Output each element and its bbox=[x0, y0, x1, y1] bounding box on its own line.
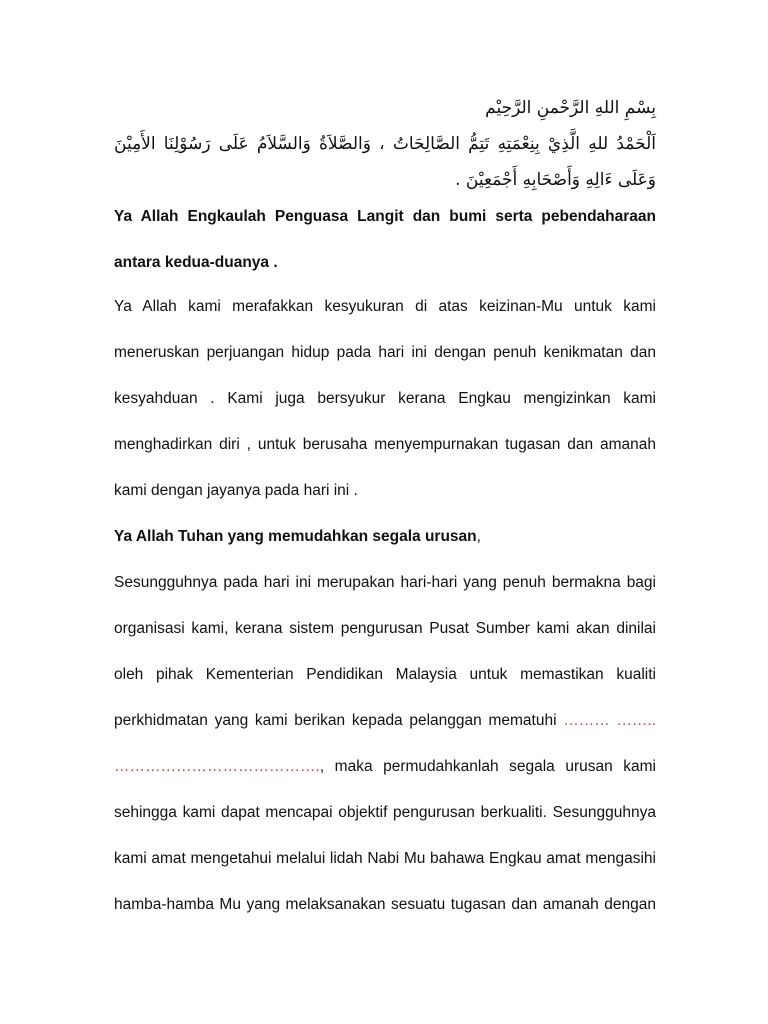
section-heading-text: Ya Allah Tuhan yang memudahkan segala urusan bbox=[114, 528, 477, 545]
section-heading-comma: , bbox=[476, 528, 481, 545]
paragraph-evaluation bbox=[114, 560, 656, 928]
paragraph-intro: Ya Allah Engkaulah Penguasa Langit dan bumi serta pebendaharaan antara kedua-duanya . bbox=[114, 208, 656, 271]
placeholder-dots: ……… …….. …………………………………. bbox=[114, 712, 657, 775]
paragraph-evaluation-end: , maka permudahkanlah segala urusan kami sehingga kami dapat mencapai objektif pengurusan berkualiti. Sesungguhnya kami amat mengetahui melalui lidah Nabi Mu bahawa Engkau amat mengasihi hamba-hamba Mu yang melaksanakan sesuatu tugasan dan amanah dengan bbox=[114, 758, 656, 913]
section-heading bbox=[114, 514, 656, 560]
document-page bbox=[114, 90, 656, 928]
paragraph-evaluation-start: Sesungguhnya pada hari ini merupakan hari-hari yang penuh bermakna bagi organisasi kami, kerana sistem pengurusan Pusat Sumber kami akan dinilai oleh pihak Kementerian Pendidikan Malaysia untuk memastikan kualiti perkhidmatan yang kami berikan kepada pelanggan mematuhi bbox=[114, 574, 656, 729]
arabic-basmalah: بِسْمِ اللهِ الرَّحْمنِ الرَّحِيْم bbox=[485, 98, 656, 118]
paragraph-gratitude: Ya Allah kami merafakkan kesyukuran di atas keizinan-Mu untuk kami meneruskan perjuangan hidup pada hari ini dengan penuh kenikmatan dan kesyahduan . Kami juga bersyukur kerana Engkau mengizinkan kami menghadirkan diri , untuk berusaha menyempurnakan tugasan dan amanah kami dengan jayanya pada hari ini . bbox=[114, 298, 656, 499]
arabic-opening-prayer: اَلْحَمْدُ للهِ الَّذِيْ بِنِعْمَتِهِ تَتِمُّ الصَّالِحَاتُ ، وَالصَّلاَةُ وَالسَّلاَمُ عَلَى رَسُوْلِنَا الأَمِيْنَ وَعَلَى ءَالِهِ وَأَصْحَابِهِ أَجْمَعِيْنَ . bbox=[114, 134, 656, 190]
